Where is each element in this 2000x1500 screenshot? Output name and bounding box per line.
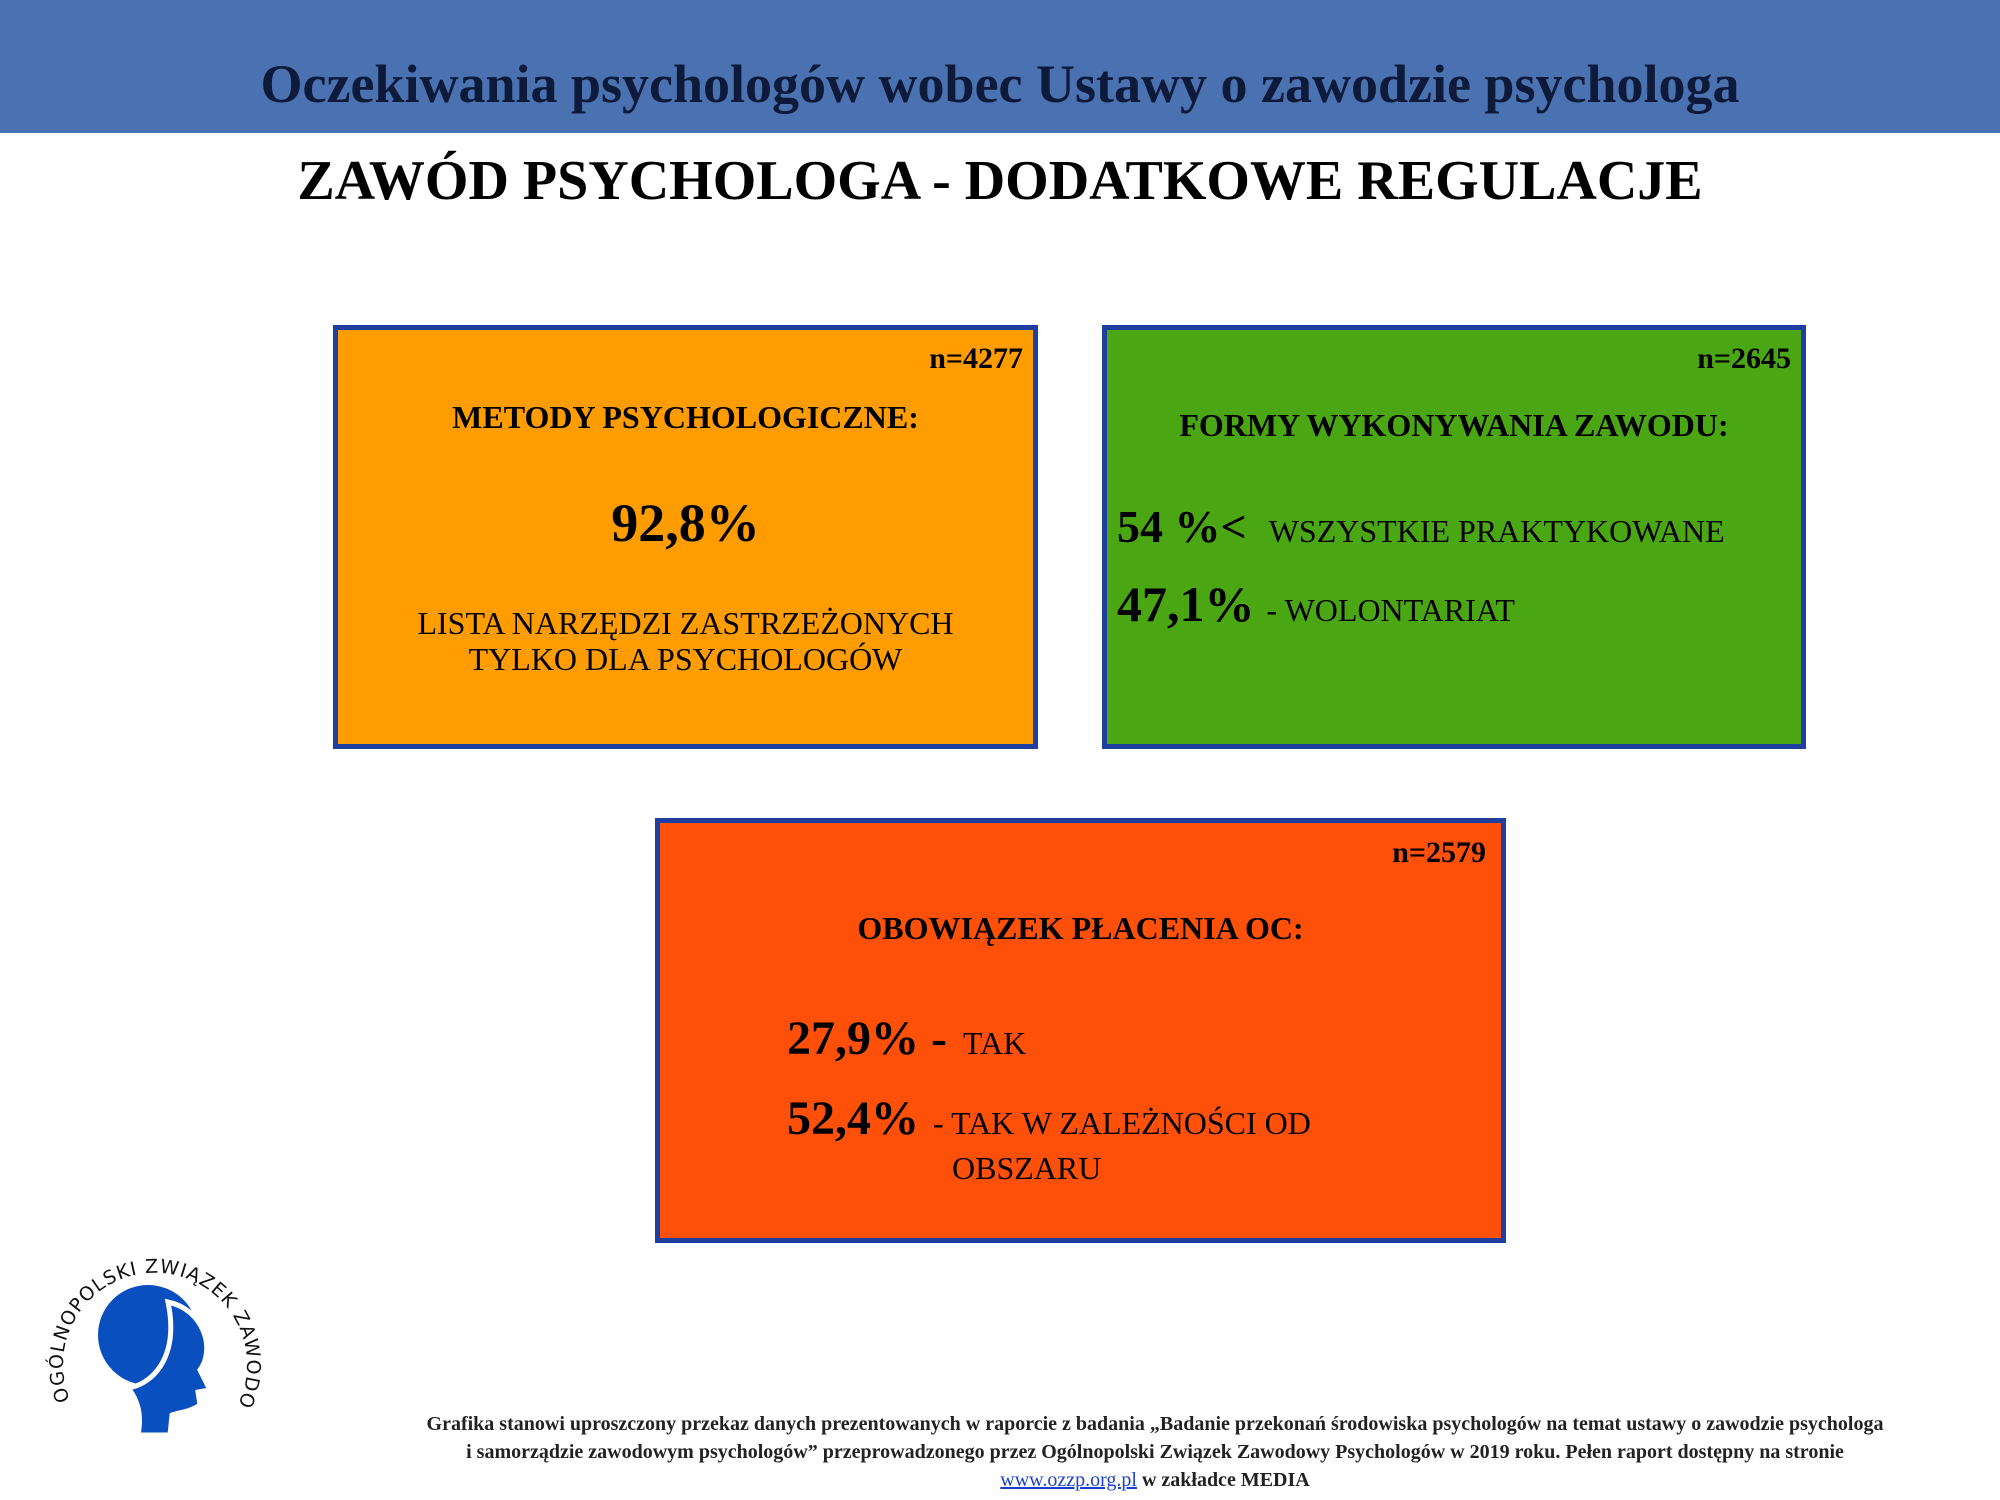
insurance-row-1-label: TAK [962,1025,1027,1061]
forms-row-1-value: 54 %< [1117,501,1247,552]
insurance-box [655,818,1506,1243]
page-title: Oczekiwania psychologów wobec Ustawy o zawodzie psychologa [260,54,1740,114]
insurance-row-2 [787,1091,1311,1146]
footer-note [310,1410,2000,1494]
forms-row-1 [1117,500,1725,553]
ozzp-logo [40,1240,270,1470]
insurance-row-2-value: 52,4% [787,1092,919,1145]
report-link[interactable]: www.ozzp.org.pl [1000,1469,1137,1491]
insurance-row-2-label-cont: OBSZARU [952,1150,1102,1186]
footer-line-3-suffix: w zakładce MEDIA [1136,1469,1310,1491]
sample-size-label: n=2645 [1697,342,1791,375]
sample-size-label: n=2579 [1392,836,1486,869]
page-subtitle: ZAWÓD PSYCHOLOGA - DODATKOWE REGULACJE [297,150,1703,212]
forms-box [1102,325,1806,749]
methods-desc-line1: LISTA NARZĘDZI ZASTRZEŻONYCH [417,605,954,641]
insurance-heading: OBOWIĄZEK PŁACENIA OC: [857,910,1304,946]
forms-row-2 [1117,575,1515,633]
forms-row-1-label: WSZYSTKIE PRAKTYKOWANE [1268,513,1725,549]
footer-line-1: Grafika stanowi uproszczony przekaz danych prezentowanych w raporcie z badania „Badanie przekonań środowiska psychologów na temat ustawy o zawodzie psychologa [426,1413,1884,1435]
insurance-row-1-value: 27,9% - [787,1012,947,1065]
forms-heading: FORMY WYKONYWANIA ZAWODU: [1179,407,1729,443]
insurance-row-2-label: - TAK W ZALEŻNOŚCI OD [933,1105,1311,1141]
logo-ring-text: OGÓLNOPOLSKI ZWIĄZEK ZAWODO [45,1255,265,1412]
head-profile-icon [40,1240,270,1470]
methods-desc-line2: TYLKO DLA PSYCHOLOGÓW [468,641,903,677]
methods-heading: METODY PSYCHOLOGICZNE: [452,399,919,435]
sample-size-label: n=4277 [929,342,1023,375]
insurance-row-1 [787,1011,1026,1066]
footer-line-3 [310,1466,2000,1494]
footer-line-2: i samorządzie zawodowym psychologów” przeprowadzonego przez Ogólnopolski Związek Zawodowy Psychologów w 2019 roku. Pełen raport dostępny na stronie [466,1441,1844,1463]
forms-row-2-value: 47,1% [1117,576,1255,632]
methods-box [333,325,1038,749]
methods-value: 92,8% [611,493,760,553]
forms-row-2-label: - WOLONTARIAT [1266,592,1515,628]
